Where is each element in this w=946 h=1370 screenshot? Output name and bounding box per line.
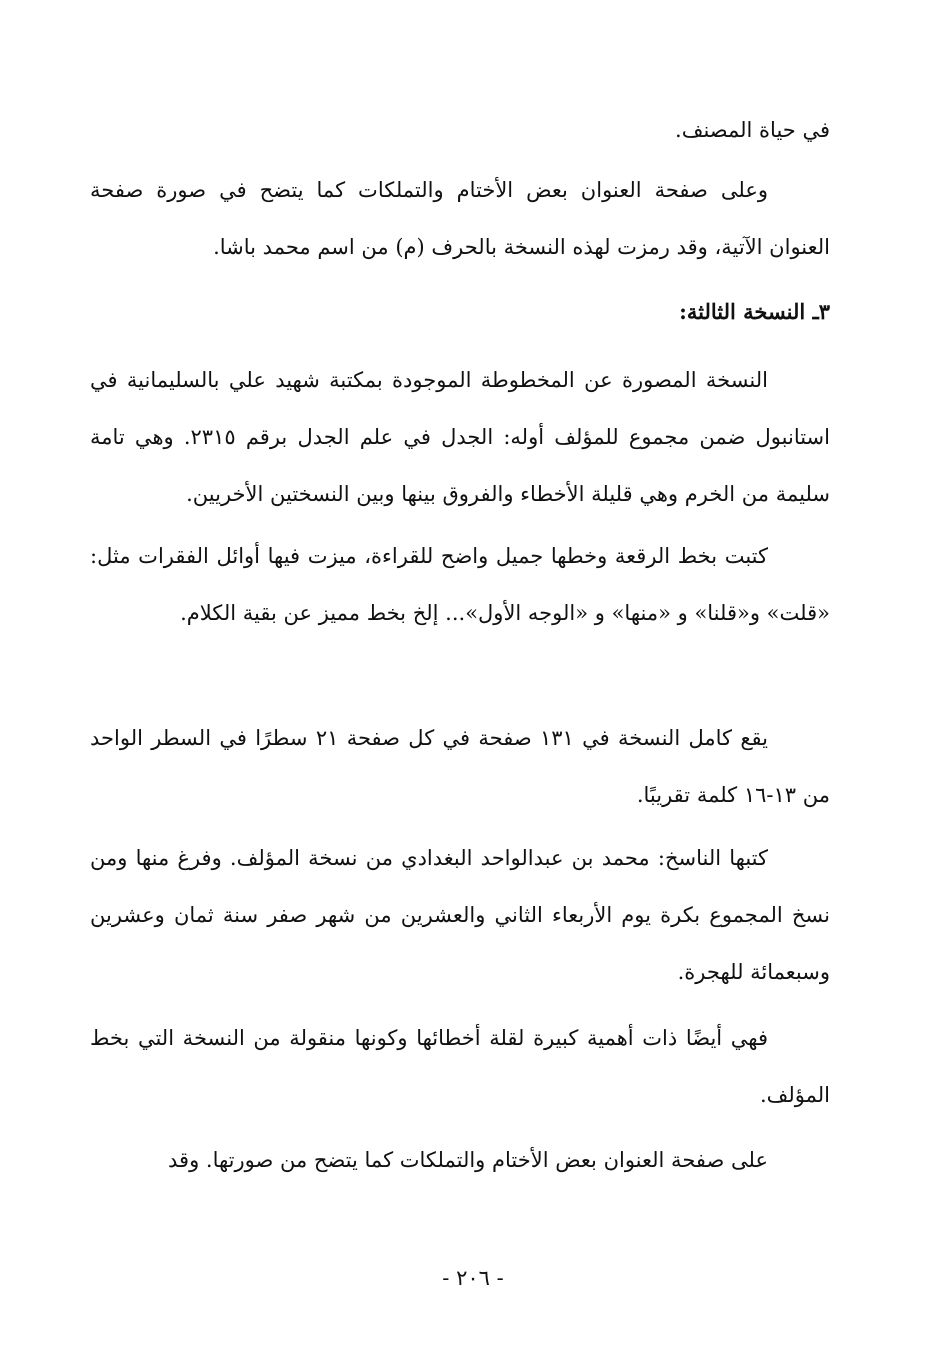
paragraph-page-count: يقع كامل النسخة في ١٣١ صفحة في كل صفحة ٢١ سطرًا في السطر الواحد من ١٣-١٦ كلمة تقريبًا.	[90, 726, 830, 807]
paragraph-copyist: كتبها الناسخ: محمد بن عبدالواحد البغدادي من نسخة المؤلف. وفرغ منها ومن نسخ المجموع بكرة يوم الأربعاء الثاني والعشرين من شهر صفر سنة ثمان وعشرين وسبعمائة للهجرة.	[90, 846, 830, 984]
paragraph-title-page-seals-2: على صفحة العنوان بعض الأختام والتملكات كما يتضح من صورتها. وقد	[168, 1148, 768, 1172]
paragraph-importance: فهي أيضًا ذات أهمية كبيرة لقلة أخطائها وكونها منقولة من النسخة التي بخط المؤلف.	[90, 1026, 830, 1107]
paragraph-manuscript-location: النسخة المصورة عن المخطوطة الموجودة بمكتبة شهيد علي بالسليمانية في استانبول ضمن مجموع للمؤلف أوله: الجدل في علم الجدل برقم ٢٣١٥. وهي تامة سليمة من الخرم وهي قليلة الأخطاء والفروق بينها وبين النسختين الأخريين.	[90, 368, 830, 506]
paragraph-continuation: في حياة المصنف.	[675, 118, 830, 142]
paragraph-script-style: كتبت بخط الرقعة وخطها جميل واضح للقراءة، ميزت فيها أوائل الفقرات مثل: «قلت» و«قلنا» و «منها» و «الوجه الأول»... إلخ بخط مميز عن بقية الكلام.	[90, 544, 830, 625]
page-number: - ٢٠٦ -	[442, 1266, 504, 1290]
paragraph-title-page-seals: وعلى صفحة العنوان بعض الأختام والتملكات كما يتضح في صورة صفحة العنوان الآتية، وقد رمزت لهذه النسخة بالحرف (م) من اسم محمد باشا.	[90, 178, 830, 259]
section-heading: ٣ـ النسخة الثالثة:	[679, 299, 830, 324]
